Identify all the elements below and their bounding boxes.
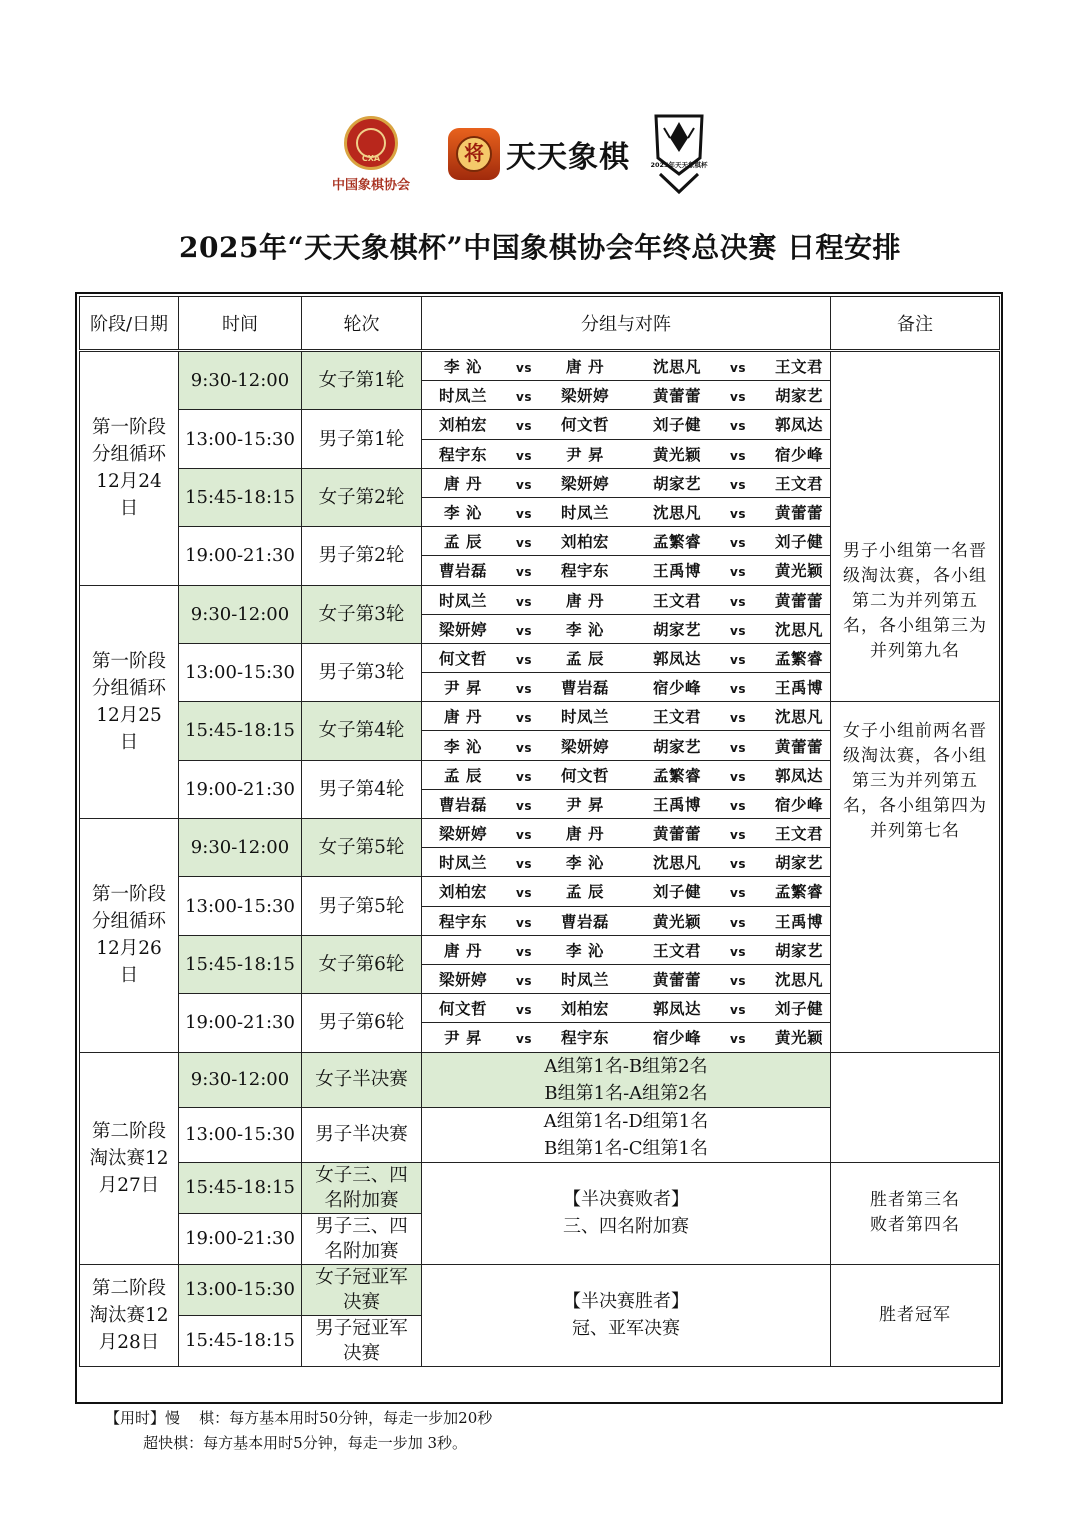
vs-label: vs bbox=[516, 682, 532, 697]
matchup-cell bbox=[422, 906, 831, 935]
header-row bbox=[80, 297, 1000, 351]
round-row bbox=[80, 702, 1000, 731]
matchup-cell bbox=[422, 1264, 831, 1366]
tiantian-app-icon bbox=[448, 128, 500, 180]
player-name: 何文哲 bbox=[560, 416, 609, 435]
matchup-line: 【半决赛败者】 bbox=[563, 1189, 689, 1210]
player-name: 黄蕾蕾 bbox=[774, 504, 823, 523]
player-name: 王文君 bbox=[652, 941, 701, 960]
matchup-line: 三、四名附加赛 bbox=[563, 1216, 689, 1237]
player-name: 黄蕾蕾 bbox=[774, 591, 823, 610]
time-cell: 19:00-21:30 bbox=[179, 760, 302, 818]
player-name: 何文哲 bbox=[438, 649, 487, 668]
matchup-cell bbox=[422, 994, 831, 1023]
note-text: 女子小组前两名晋级淘汰赛，各小组第三为并列第五名，各小组第四为并列第七名 bbox=[843, 721, 987, 842]
note-cell bbox=[831, 1162, 1000, 1264]
vs-label: vs bbox=[730, 944, 746, 959]
matchup-cell bbox=[422, 731, 831, 760]
round-cell: 女子第5轮 bbox=[302, 819, 422, 877]
stage-label: 第二阶段淘汰赛12月27日 bbox=[89, 1120, 169, 1196]
matchup-line: A组第1名-D组第1名 bbox=[543, 1110, 709, 1132]
matchup-cell bbox=[422, 643, 831, 672]
player-name: 黄蕾蕾 bbox=[774, 737, 823, 756]
cxa-seal-text: CXA bbox=[361, 154, 381, 163]
vs-label: vs bbox=[730, 419, 746, 434]
player-name: 沈思凡 bbox=[652, 358, 701, 377]
stage-cell bbox=[80, 585, 179, 819]
player-name: 宿少峰 bbox=[774, 795, 823, 814]
footer-notes bbox=[105, 1406, 492, 1456]
round-label: 女子冠亚军决赛 bbox=[315, 1266, 408, 1313]
vs-label: vs bbox=[730, 390, 746, 405]
player-name: 宿少峰 bbox=[652, 1029, 701, 1048]
matchup-cell bbox=[422, 585, 831, 614]
time-cell: 9:30-12:00 bbox=[179, 1052, 302, 1107]
player-name: 王禹博 bbox=[652, 562, 701, 581]
round-cell: 男子第4轮 bbox=[302, 760, 422, 818]
time-cell: 19:00-21:30 bbox=[179, 527, 302, 585]
time-cell: 15:45-18:15 bbox=[179, 1162, 302, 1213]
vs-label: vs bbox=[730, 594, 746, 609]
player-name: 曹岩磊 bbox=[438, 795, 487, 814]
matchup-line: B组第1名-C组第1名 bbox=[544, 1137, 708, 1159]
vs-label: vs bbox=[516, 711, 532, 726]
logo-bar bbox=[0, 112, 1080, 202]
matchup-cell bbox=[422, 614, 831, 643]
round-cell: 女子第6轮 bbox=[302, 935, 422, 993]
cup-text: 2025年天天象棋杯 bbox=[650, 161, 708, 169]
round-cell: 男子半决赛 bbox=[302, 1107, 422, 1162]
player-name: 王文君 bbox=[652, 591, 701, 610]
player-name: 沈思凡 bbox=[774, 708, 823, 727]
stage-label: 第一阶段分组循环12月26日 bbox=[91, 884, 166, 987]
round-cell: 女子第3轮 bbox=[302, 585, 422, 643]
player-name: 唐 丹 bbox=[566, 825, 604, 844]
player-name: 胡家艺 bbox=[774, 387, 823, 406]
player-name: 梁妍婷 bbox=[560, 474, 609, 493]
player-name: 王文君 bbox=[774, 358, 823, 377]
header-round: 轮次 bbox=[302, 297, 422, 351]
player-name: 程宇东 bbox=[560, 562, 609, 581]
player-name: 曹岩磊 bbox=[560, 679, 609, 698]
vs-label: vs bbox=[730, 448, 746, 463]
player-name: 李 沁 bbox=[444, 358, 482, 377]
time-cell: 19:00-21:30 bbox=[179, 1213, 302, 1264]
player-name: 黄蕾蕾 bbox=[652, 825, 701, 844]
player-name: 胡家艺 bbox=[774, 941, 823, 960]
footer-line: 【用时】慢 棋：每方基本用时50分钟，每走一步加20秒 bbox=[105, 1409, 493, 1427]
vs-label: vs bbox=[730, 361, 746, 376]
matchup-cell bbox=[422, 819, 831, 848]
stage-cell bbox=[80, 1264, 179, 1366]
note-cell bbox=[831, 1052, 1000, 1162]
player-name: 王禹博 bbox=[652, 795, 701, 814]
vs-label: vs bbox=[516, 1003, 532, 1018]
matchup-cell bbox=[422, 527, 831, 556]
round-cell bbox=[302, 1162, 422, 1213]
vs-label: vs bbox=[516, 769, 532, 784]
round-row bbox=[80, 351, 1000, 381]
player-name: 何文哲 bbox=[438, 1000, 487, 1019]
player-name: 何文哲 bbox=[560, 766, 609, 785]
player-name: 程宇东 bbox=[438, 912, 487, 931]
matchup-cell bbox=[422, 497, 831, 526]
vs-label: vs bbox=[516, 886, 532, 901]
player-name: 曹岩磊 bbox=[438, 562, 487, 581]
player-name: 黄蕾蕾 bbox=[652, 971, 701, 990]
player-name: 刘子健 bbox=[652, 883, 701, 902]
time-cell: 15:45-18:15 bbox=[179, 935, 302, 993]
player-name: 郭凤达 bbox=[652, 649, 701, 668]
time-cell: 19:00-21:30 bbox=[179, 994, 302, 1052]
vs-label: vs bbox=[730, 798, 746, 813]
vs-label: vs bbox=[730, 536, 746, 551]
player-name: 曹岩磊 bbox=[560, 912, 609, 931]
vs-label: vs bbox=[730, 1032, 746, 1047]
player-name: 王禹博 bbox=[774, 679, 823, 698]
player-name: 沈思凡 bbox=[652, 854, 701, 873]
time-cell: 13:00-15:30 bbox=[179, 1107, 302, 1162]
matchup-cell bbox=[422, 1107, 831, 1162]
vs-label: vs bbox=[516, 652, 532, 667]
player-name: 孟繁睿 bbox=[652, 533, 701, 552]
vs-label: vs bbox=[516, 594, 532, 609]
stage-cell bbox=[80, 351, 179, 586]
vs-label: vs bbox=[516, 915, 532, 930]
player-name: 胡家艺 bbox=[652, 620, 701, 639]
cxa-name: 中国象棋协会 bbox=[331, 178, 410, 193]
player-name: 时凤兰 bbox=[560, 708, 609, 727]
vs-label: vs bbox=[516, 1032, 532, 1047]
player-name: 尹 昇 bbox=[566, 795, 604, 814]
player-name: 郭凤达 bbox=[774, 416, 823, 435]
player-name: 梁妍婷 bbox=[438, 971, 487, 990]
matchup-cell bbox=[422, 760, 831, 789]
vs-label: vs bbox=[516, 477, 532, 492]
cup-logo-icon bbox=[650, 112, 708, 196]
player-name: 梁妍婷 bbox=[438, 620, 487, 639]
player-name: 王文君 bbox=[774, 474, 823, 493]
player-name: 梁妍婷 bbox=[438, 825, 487, 844]
stage-cell bbox=[80, 1052, 179, 1264]
player-name: 唐 丹 bbox=[566, 591, 604, 610]
vs-label: vs bbox=[516, 740, 532, 755]
matchup-cell bbox=[422, 468, 831, 497]
matchup-line: 【半决赛胜者】 bbox=[563, 1291, 689, 1312]
tiantian-logo bbox=[448, 126, 630, 182]
player-name: 程宇东 bbox=[560, 1029, 609, 1048]
stage-label: 第一阶段分组循环12月25日 bbox=[91, 650, 166, 753]
player-name: 唐 丹 bbox=[444, 474, 482, 493]
footer-line: 超快棋：每方基本用时5分钟，每走一步加 3秒。 bbox=[105, 1434, 468, 1452]
vs-label: vs bbox=[730, 507, 746, 522]
round-label: 男子三、四名附加赛 bbox=[315, 1215, 408, 1262]
player-name: 王禹博 bbox=[774, 912, 823, 931]
header-stage: 阶段/日期 bbox=[80, 297, 179, 351]
vs-label: vs bbox=[516, 361, 532, 376]
vs-label: vs bbox=[730, 769, 746, 784]
vs-label: vs bbox=[730, 740, 746, 755]
player-name: 孟 辰 bbox=[566, 649, 604, 668]
vs-label: vs bbox=[516, 507, 532, 522]
player-name: 沈思凡 bbox=[652, 504, 701, 523]
vs-label: vs bbox=[730, 915, 746, 930]
matchup-cell bbox=[422, 877, 831, 906]
round-cell: 男子第3轮 bbox=[302, 643, 422, 701]
round-cell: 男子第5轮 bbox=[302, 877, 422, 935]
player-name: 郭凤达 bbox=[652, 1000, 701, 1019]
vs-label: vs bbox=[730, 652, 746, 667]
player-name: 黄光颖 bbox=[652, 445, 701, 464]
matchup-cell bbox=[422, 410, 831, 439]
vs-label: vs bbox=[730, 974, 746, 989]
header-notes: 备注 bbox=[831, 297, 1000, 351]
matchup-cell bbox=[422, 935, 831, 964]
matchup-cell bbox=[422, 351, 831, 381]
player-name: 时凤兰 bbox=[560, 504, 609, 523]
round-cell: 女子第4轮 bbox=[302, 702, 422, 760]
matchup-line: B组第1名-A组第2名 bbox=[544, 1082, 708, 1104]
player-name: 梁妍婷 bbox=[560, 387, 609, 406]
player-name: 刘子健 bbox=[774, 1000, 823, 1019]
player-name: 孟繁睿 bbox=[652, 766, 701, 785]
player-name: 孟 辰 bbox=[444, 766, 482, 785]
vs-label: vs bbox=[730, 682, 746, 697]
time-cell: 13:00-15:30 bbox=[179, 643, 302, 701]
matchup-cell bbox=[422, 439, 831, 468]
player-name: 刘柏宏 bbox=[438, 416, 487, 435]
time-cell: 13:00-15:30 bbox=[179, 877, 302, 935]
player-name: 李 沁 bbox=[566, 854, 604, 873]
player-name: 李 沁 bbox=[566, 941, 604, 960]
vs-label: vs bbox=[516, 623, 532, 638]
player-name: 沈思凡 bbox=[774, 971, 823, 990]
note-line: 胜者第三名 bbox=[870, 1190, 960, 1210]
player-name: 孟繁睿 bbox=[774, 649, 823, 668]
player-name: 尹 昇 bbox=[444, 679, 482, 698]
stage-cell bbox=[80, 819, 179, 1053]
matchup-cell bbox=[422, 556, 831, 585]
round-cell bbox=[302, 1264, 422, 1315]
player-name: 时凤兰 bbox=[438, 387, 487, 406]
player-name: 沈思凡 bbox=[774, 620, 823, 639]
stage-label: 第二阶段淘汰赛12月28日 bbox=[89, 1277, 169, 1353]
player-name: 刘子健 bbox=[774, 533, 823, 552]
vs-label: vs bbox=[730, 857, 746, 872]
matchup-cell bbox=[422, 1162, 831, 1264]
vs-label: vs bbox=[516, 536, 532, 551]
page-title: 2025年“天天象棋杯”中国象棋协会年终总决赛 日程安排 bbox=[179, 231, 901, 264]
vs-label: vs bbox=[730, 711, 746, 726]
matchup-cell bbox=[422, 673, 831, 702]
header-time: 时间 bbox=[179, 297, 302, 351]
matchup-cell bbox=[422, 381, 831, 410]
vs-label: vs bbox=[730, 623, 746, 638]
time-cell: 9:30-12:00 bbox=[179, 351, 302, 410]
note-line: 败者第四名 bbox=[870, 1215, 960, 1235]
round-cell bbox=[302, 1315, 422, 1366]
time-cell: 9:30-12:00 bbox=[179, 585, 302, 643]
vs-label: vs bbox=[516, 419, 532, 434]
player-name: 时凤兰 bbox=[438, 854, 487, 873]
player-name: 胡家艺 bbox=[652, 474, 701, 493]
player-name: 时凤兰 bbox=[560, 971, 609, 990]
vs-label: vs bbox=[516, 857, 532, 872]
note-cell bbox=[831, 351, 1000, 702]
player-name: 刘柏宏 bbox=[560, 533, 609, 552]
round-label: 男子冠亚军决赛 bbox=[315, 1317, 408, 1364]
round-cell: 男子第2轮 bbox=[302, 527, 422, 585]
player-name: 唐 丹 bbox=[444, 941, 482, 960]
vs-label: vs bbox=[516, 974, 532, 989]
matchup-cell bbox=[422, 702, 831, 731]
header-matchups: 分组与对阵 bbox=[422, 297, 831, 351]
stage-label: 第一阶段分组循环12月24日 bbox=[91, 417, 166, 520]
player-name: 刘子健 bbox=[652, 416, 701, 435]
player-name: 王文君 bbox=[774, 825, 823, 844]
player-name: 黄光颖 bbox=[774, 1029, 823, 1048]
player-name: 程宇东 bbox=[438, 445, 487, 464]
schedule-table bbox=[79, 296, 1000, 1367]
round-cell: 男子第6轮 bbox=[302, 994, 422, 1052]
time-cell: 13:00-15:30 bbox=[179, 410, 302, 468]
vs-label: vs bbox=[516, 390, 532, 405]
player-name: 黄光颖 bbox=[774, 562, 823, 581]
vs-label: vs bbox=[516, 448, 532, 463]
player-name: 宿少峰 bbox=[774, 445, 823, 464]
schedule-body bbox=[80, 351, 1000, 1367]
player-name: 孟繁睿 bbox=[774, 883, 823, 902]
player-name: 时凤兰 bbox=[438, 591, 487, 610]
tiantian-name: 天天象棋 bbox=[506, 140, 630, 175]
round-cell: 男子第1轮 bbox=[302, 410, 422, 468]
round-cell bbox=[302, 1213, 422, 1264]
vs-label: vs bbox=[730, 565, 746, 580]
note-cell bbox=[831, 702, 1000, 1052]
matchup-cell bbox=[422, 1023, 831, 1052]
matchup-line: 冠、亚军决赛 bbox=[572, 1318, 680, 1339]
player-name: 孟 辰 bbox=[566, 883, 604, 902]
note-text: 男子小组第一名晋级淘汰赛，各小组第二为并列第五名，各小组第三为并列第九名 bbox=[843, 541, 987, 662]
player-name: 黄蕾蕾 bbox=[652, 387, 701, 406]
matchup-cell bbox=[422, 1052, 831, 1107]
round-label: 女子三、四名附加赛 bbox=[315, 1164, 408, 1211]
time-cell: 15:45-18:15 bbox=[179, 468, 302, 526]
player-name: 胡家艺 bbox=[652, 737, 701, 756]
player-name: 唐 丹 bbox=[566, 358, 604, 377]
time-cell: 13:00-15:30 bbox=[179, 1264, 302, 1315]
matchup-line: A组第1名-B组第2名 bbox=[544, 1055, 708, 1077]
player-name: 李 沁 bbox=[566, 620, 604, 639]
vs-label: vs bbox=[730, 1003, 746, 1018]
time-cell: 15:45-18:15 bbox=[179, 1315, 302, 1366]
vs-label: vs bbox=[730, 886, 746, 901]
note-cell: 胜者冠军 bbox=[831, 1264, 1000, 1366]
player-name: 李 沁 bbox=[444, 504, 482, 523]
matchup-cell bbox=[422, 789, 831, 818]
time-cell: 9:30-12:00 bbox=[179, 819, 302, 877]
vs-label: vs bbox=[516, 828, 532, 843]
time-cell: 15:45-18:15 bbox=[179, 702, 302, 760]
player-name: 宿少峰 bbox=[652, 679, 701, 698]
player-name: 唐 丹 bbox=[444, 708, 482, 727]
vs-label: vs bbox=[516, 798, 532, 813]
player-name: 尹 昇 bbox=[444, 1029, 482, 1048]
player-name: 刘柏宏 bbox=[438, 883, 487, 902]
player-name: 郭凤达 bbox=[774, 766, 823, 785]
player-name: 王文君 bbox=[652, 708, 701, 727]
matchup-cell bbox=[422, 848, 831, 877]
player-name: 尹 昇 bbox=[566, 445, 604, 464]
matchup-cell bbox=[422, 964, 831, 993]
vs-label: vs bbox=[516, 944, 532, 959]
tiantian-piece: 将 bbox=[456, 136, 492, 172]
vs-label: vs bbox=[730, 828, 746, 843]
round-cell: 女子半决赛 bbox=[302, 1052, 422, 1107]
round-cell: 女子第1轮 bbox=[302, 351, 422, 410]
player-name: 李 沁 bbox=[444, 737, 482, 756]
vs-label: vs bbox=[730, 477, 746, 492]
round-cell: 女子第2轮 bbox=[302, 468, 422, 526]
player-name: 胡家艺 bbox=[774, 854, 823, 873]
vs-label: vs bbox=[516, 565, 532, 580]
player-name: 刘柏宏 bbox=[560, 1000, 609, 1019]
cxa-logo bbox=[322, 116, 420, 193]
player-name: 黄光颖 bbox=[652, 912, 701, 931]
cxa-seal-icon bbox=[344, 116, 398, 170]
player-name: 梁妍婷 bbox=[560, 737, 609, 756]
player-name: 孟 辰 bbox=[444, 533, 482, 552]
